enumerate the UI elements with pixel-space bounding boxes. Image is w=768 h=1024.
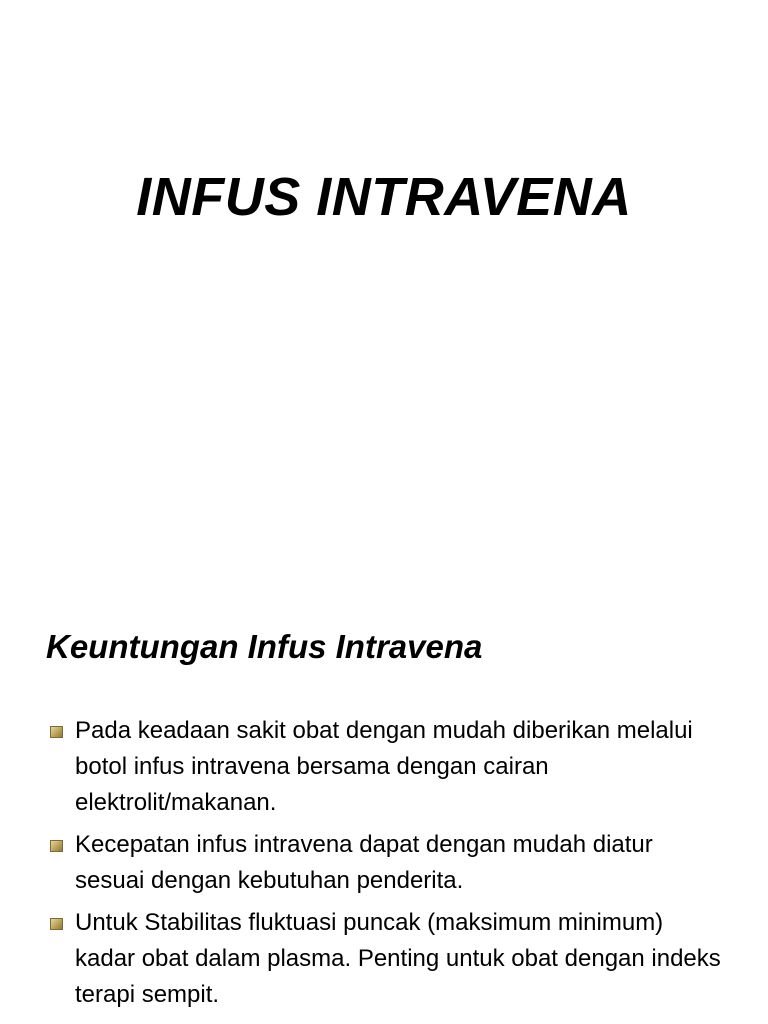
square-bullet-icon <box>50 918 63 930</box>
list-item <box>46 827 726 899</box>
list-item <box>46 713 726 821</box>
slide-heading: Keuntungan Infus Intravena <box>46 628 483 665</box>
bullet-text: Kecepatan infus intravena dapat dengan mudah diatur sesuai dengan kebutuhan penderita. <box>75 831 653 894</box>
slide-title: INFUS INTRAVENA <box>136 167 632 227</box>
square-bullet-icon <box>50 840 63 852</box>
content-slide <box>0 600 768 1024</box>
square-bullet-icon <box>50 726 63 738</box>
bullet-list <box>46 713 726 1019</box>
list-item <box>46 905 726 1013</box>
bullet-text: Pada keadaan sakit obat dengan mudah diberikan melalui botol infus intravena bersama dengan cairan elektrolit/makanan. <box>75 717 693 816</box>
bullet-text: Untuk Stabilitas fluktuasi puncak (maksimum minimum) kadar obat dalam plasma. Penting untuk obat dengan indeks terapi sempit. <box>75 909 721 1008</box>
